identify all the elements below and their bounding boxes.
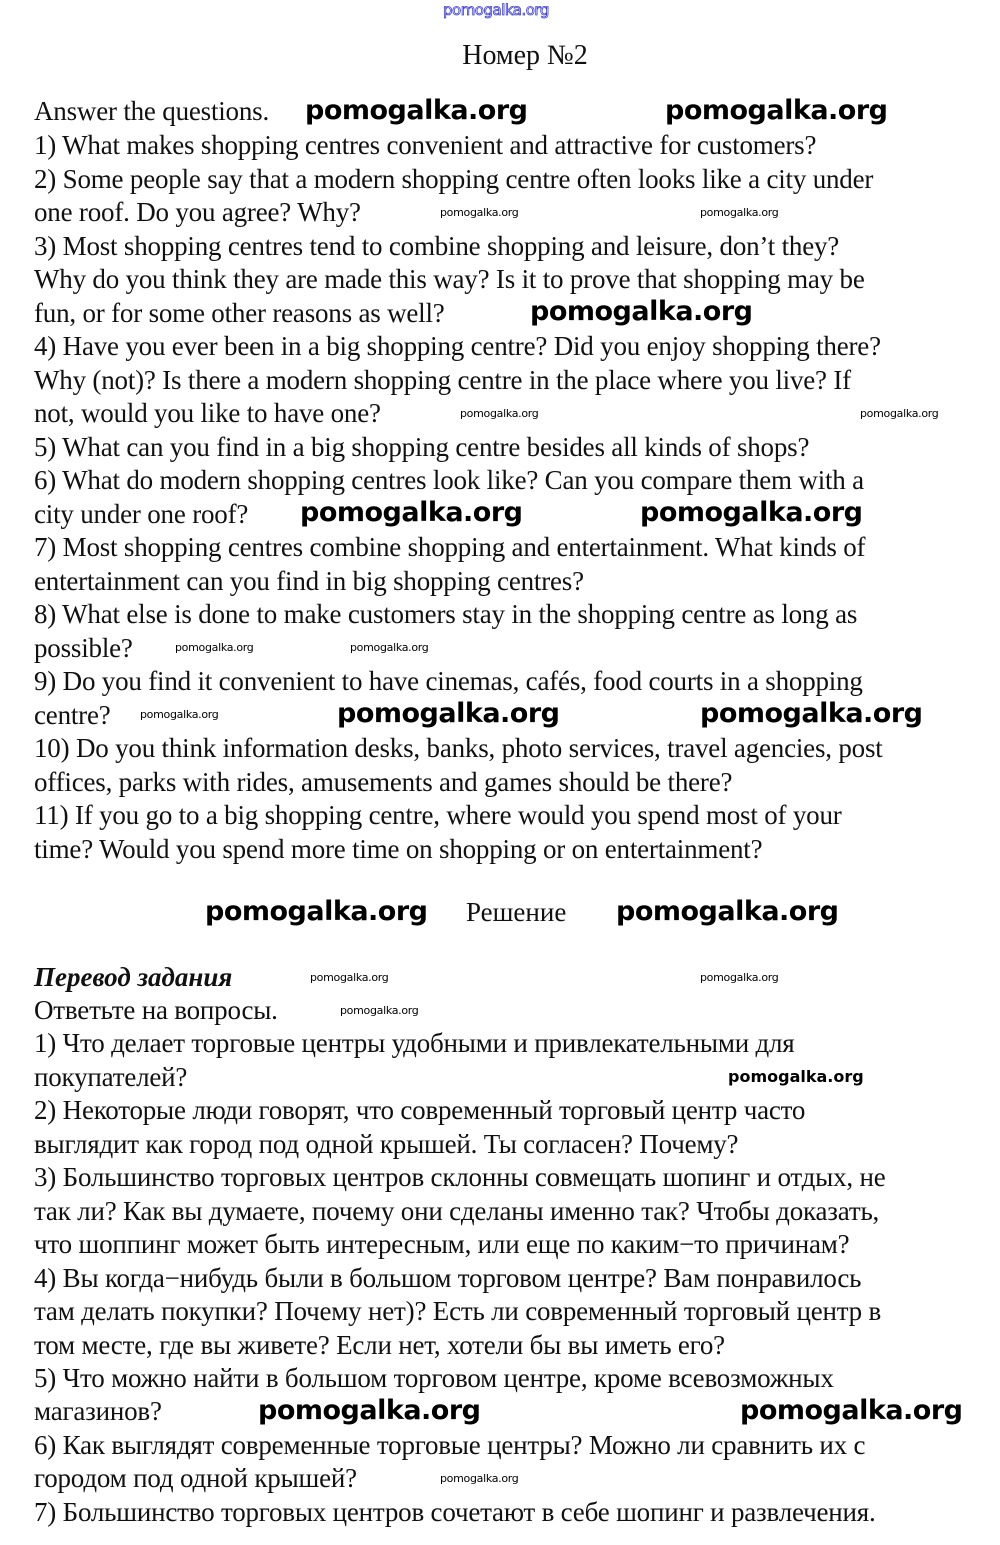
translation-line: магазинов? — [34, 1396, 162, 1427]
watermark: pomogalka.org — [460, 407, 539, 420]
translation-line: 3) Большинство торговых центров склонны совмещать шопинг и отдых, не — [34, 1162, 886, 1193]
question-line: 6) What do modern shopping centres look like? Can you compare them with a — [34, 465, 864, 495]
watermark: pomogalka.org — [337, 698, 560, 729]
question-line: one roof. Do you agree? Why? — [34, 197, 361, 227]
question-line: centre? — [34, 699, 111, 730]
watermark: pomogalka.org — [310, 971, 389, 984]
watermark: pomogalka.org — [700, 698, 923, 729]
page-title: Номер №2 — [462, 40, 588, 71]
question-line: Why (not)? Is there a modern shopping centre in the place where you live? If — [34, 364, 851, 395]
watermark: pomogalka.org — [440, 206, 519, 219]
question-line: 4) Have you ever been in a big shopping centre? Did you enjoy shopping there? — [34, 331, 881, 361]
watermark: pomogalka.org — [530, 296, 753, 327]
translation-line: 1) Что делает торговые центры удобными и привлекательными для — [34, 1028, 795, 1059]
translation-line: Ответьте на вопросы. — [34, 995, 278, 1025]
translation-line: что шоппинг может быть интересным, или еще по каким−то причинам? — [34, 1229, 850, 1260]
watermark: pomogalka.org — [350, 641, 429, 654]
watermark: pomogalka.org — [140, 708, 219, 721]
question-line: offices, parks with rides, amusements and games should be there? — [34, 766, 733, 797]
translation-line: городом под одной крышей? — [34, 1463, 357, 1494]
watermark: pomogalka.org — [665, 95, 888, 126]
translation-line: 6) Как выглядят современные торговые центры? Можно ли сравнить их с — [34, 1429, 866, 1460]
watermark: pomogalka.org — [700, 971, 779, 984]
translation-line: покупателей? — [34, 1061, 188, 1092]
translation-line: 5) Что можно найти в большом торговом центре, кроме всевозможных — [34, 1362, 834, 1393]
question-line: 3) Most shopping centres tend to combine shopping and leisure, don’t they? — [34, 230, 840, 261]
translation-line: том месте, где вы живете? Если нет, хотели бы вы иметь его? — [34, 1329, 725, 1360]
question-line: 10) Do you think information desks, banks, photo services, travel agencies, post — [34, 733, 883, 763]
solution-label: Решение — [466, 897, 567, 927]
question-line: 8) What else is done to make customers stay in the shopping centre as long as — [34, 599, 858, 629]
watermark: pomogalka.org — [440, 1472, 519, 1485]
watermark: pomogalka.org — [300, 497, 523, 528]
watermark: pomogalka.org — [740, 1395, 963, 1426]
question-line: city under one roof? — [34, 498, 249, 529]
translation-line: выглядит как город под одной крышей. Ты согласен? Почему? — [34, 1128, 739, 1159]
translation-line: 2) Некоторые люди говорят, что современный торговый центр часто — [34, 1095, 806, 1126]
watermark: pomogalka.org — [640, 497, 863, 528]
watermark: pomogalka.org — [175, 641, 254, 654]
watermark: pomogalka.org — [305, 95, 528, 126]
watermark: pomogalka.org — [258, 1395, 481, 1426]
translation-line: там делать покупки? Почему нет)? Есть ли современный торговый центр в — [34, 1296, 882, 1327]
question-line: 1) What makes shopping centres convenient and attractive for customers? — [34, 130, 817, 160]
question-line: entertainment can you find in big shopping centres? — [34, 565, 584, 596]
watermark: pomogalka.org — [700, 206, 779, 219]
question-line: not, would you like to have one? — [34, 398, 381, 428]
question-line: time? Would you spend more time on shopping or on entertainment? — [34, 833, 763, 864]
watermark: pomogalka.org — [860, 407, 939, 420]
translation-heading: Перевод задания — [34, 962, 233, 992]
question-line: 5) What can you find in a big shopping centre besides all kinds of shops? — [34, 431, 810, 462]
translation-line: 4) Вы когда−нибудь были в большом торговом центре? Вам понравилось — [34, 1262, 862, 1293]
watermark: pomogalka.org — [205, 896, 428, 927]
question-line: fun, or for some other reasons as well? — [34, 297, 445, 328]
instruction: Answer the questions. — [34, 96, 270, 126]
question-line: Why do you think they are made this way? Is it to prove that shopping may be — [34, 264, 865, 294]
translation-line: 7) Большинство торговых центров сочетают в себе шопинг и развлечения. — [34, 1496, 876, 1527]
watermark: pomogalka.org — [340, 1004, 419, 1017]
watermark: pomogalka.org — [616, 896, 839, 927]
question-line: 2) Some people say that a modern shopping centre often looks like a city under — [34, 163, 874, 194]
translation-line: так ли? Как вы думаете, почему они сделаны именно так? Чтобы доказать, — [34, 1195, 880, 1226]
question-line: 7) Most shopping centres combine shopping and entertainment. What kinds of — [34, 532, 866, 562]
question-line: possible? — [34, 632, 133, 663]
watermark: pomogalka.org — [728, 1067, 864, 1086]
question-line: 9) Do you find it convenient to have cinemas, cafés, food courts in a shopping — [34, 666, 863, 696]
header-watermark: pomogalka.org — [443, 1, 549, 19]
question-line: 11) If you go to a big shopping centre, where would you spend most of your — [34, 800, 842, 830]
